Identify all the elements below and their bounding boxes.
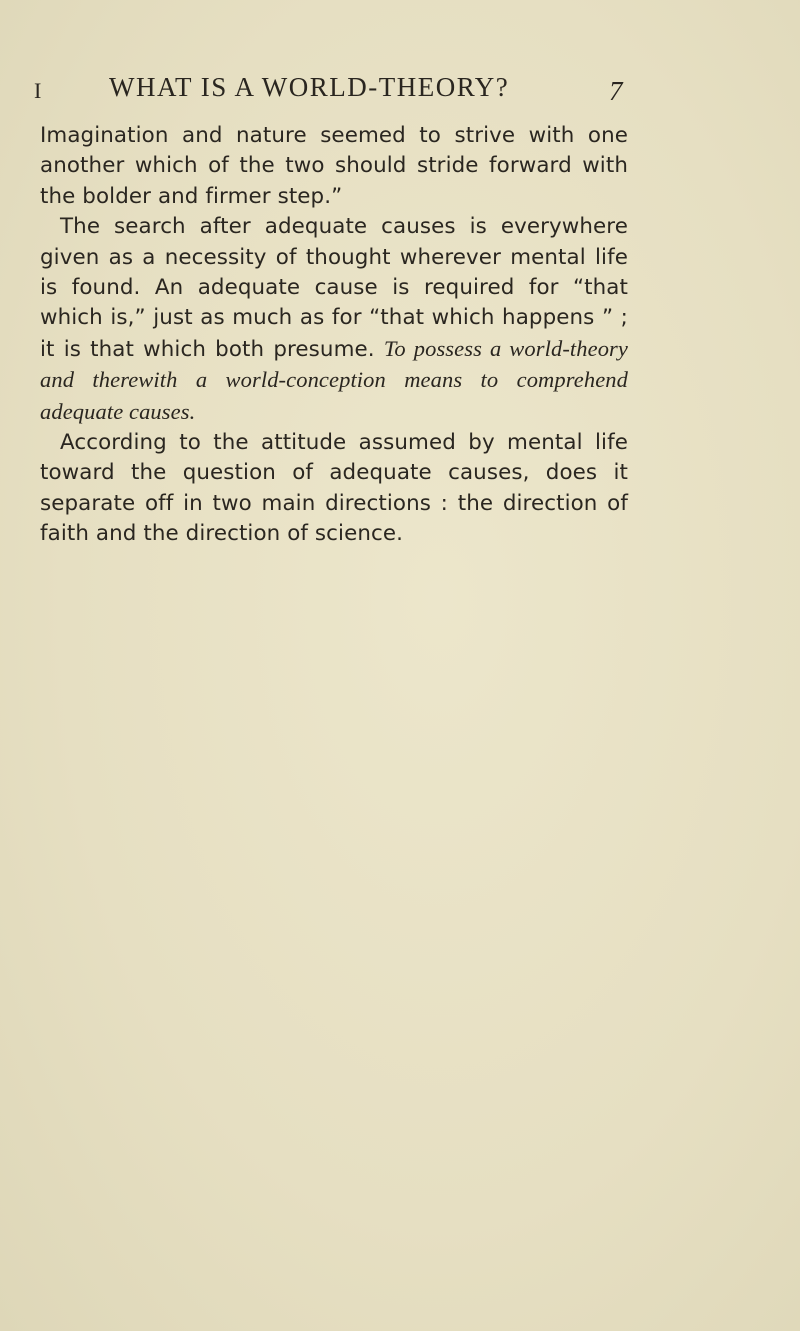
running-title: WHAT IS A WORLD-THEORY?	[109, 72, 510, 102]
paragraph	[40, 428, 628, 550]
body-text	[40, 121, 628, 550]
paragraph	[40, 121, 628, 212]
paragraph-text: According to the attitude assumed by mental life toward the question of adequate causes, does it separate off in two main directions : the direction of faith and the direction of science.	[40, 430, 628, 547]
running-head	[34, 72, 634, 112]
chapter-number: I	[34, 78, 43, 103]
paragraph	[40, 212, 628, 428]
paragraph-text: Imagination and nature seemed to strive with one another which of the two should stride forward with the bolder and firmer step.”	[40, 123, 628, 209]
emphasized-text: To possess a world-theory and therewith a world-conception means to comprehend adequate causes.	[40, 335, 628, 424]
page-number: 7	[609, 76, 623, 106]
paragraph-text: The search after adequate causes is everywhere given as a necessity of thought wherever mental life is found. An adequate cause is required for “that which is,” just as much as for “that which happens ” ; it is that which both presume.	[40, 214, 628, 362]
